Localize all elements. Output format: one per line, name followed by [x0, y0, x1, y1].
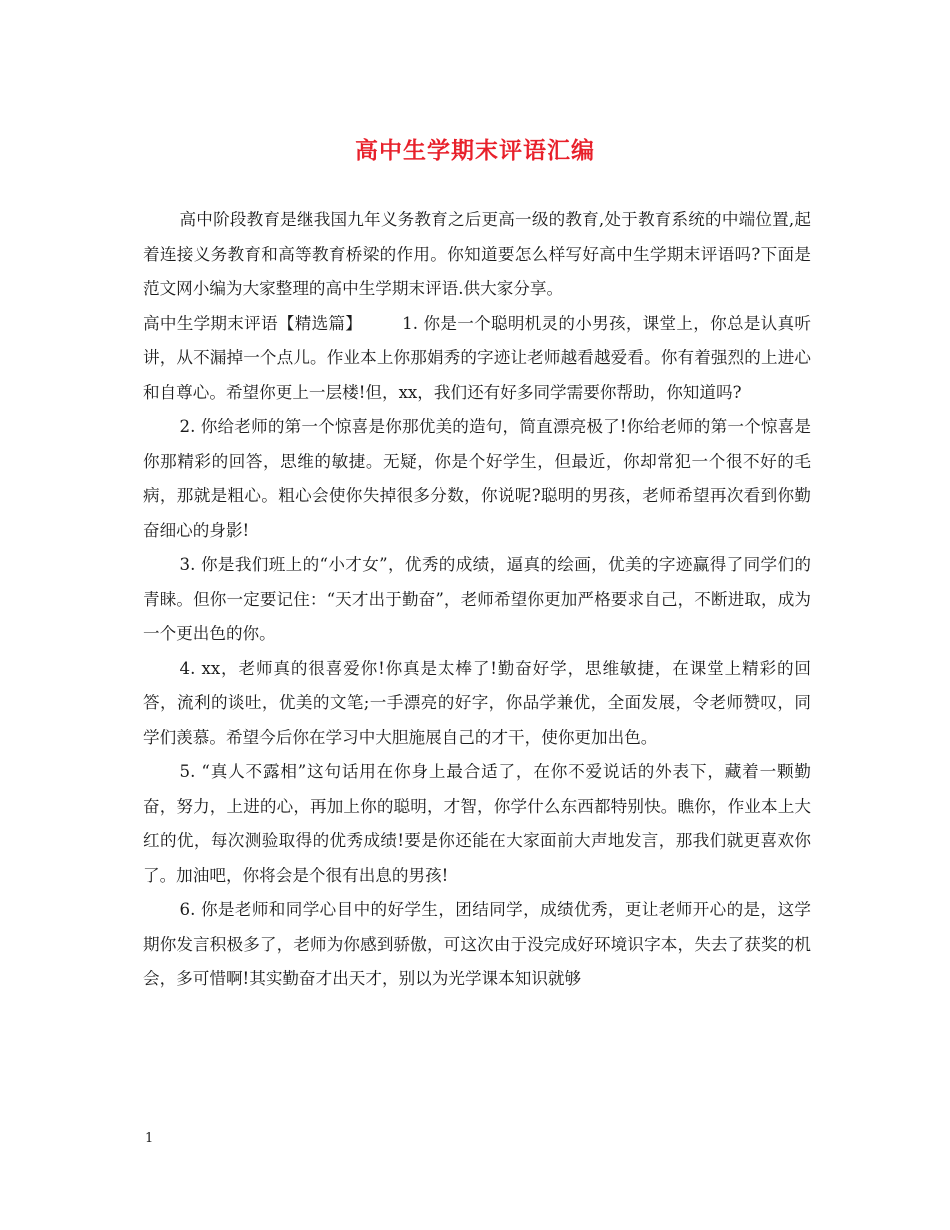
document-body: [143, 203, 811, 997]
comment-item-3: 3. 你是我们班上的“小才女”，优秀的成绩，逼真的绘画，优美的字迹赢得了同学们的青睐。但你一定要记住：“天才出于勤奋”，老师希望你更加严格要求自己，不断进取，成为一个更出色的你。: [143, 555, 811, 643]
comment-item-4: 4. xx，老师真的很喜爱你!你真是太棒了!勤奋好学，思维敏捷，在课堂上精彩的回答，流利的谈吐，优美的文笔;一手漂亮的好字，你品学兼优，全面发展，令老师赞叹，同学们羡慕。希望今后你在学习中大胆施展自己的才干，使你更加出色。: [143, 658, 811, 747]
section-heading: 高中生学期末评语【精选篇】: [143, 313, 363, 333]
document-title: 高中生学期末评语汇编: [355, 137, 595, 164]
page-number: 1: [145, 1131, 154, 1146]
comment-item-2: 2. 你给老师的第一个惊喜是你那优美的造句，简直漂亮极了!你给老师的第一个惊喜是你那精彩的回答，思维的敏捷。无疑，你是个好学生，但最近，你却常犯一个很不好的毛病，那就是粗心。粗心会使你失掉很多分数，你说呢?聪明的男孩，老师希望再次看到你勤奋细心的身影!: [143, 417, 811, 540]
comment-item-5: 5. “真人不露相”这句话用在你身上最合适了，在你不爱说话的外表下，藏着一颗勤奋，努力，上进的心，再加上你的聪明，才智，你学什么东西都特别快。瞧你，作业本上大红的优，每次测验取得的优秀成绩!要是你还能在大家面前大声地发言，那我们就更喜欢你了。加油吧，你将会是个很有出息的男孩!: [143, 762, 811, 885]
comment-item-1: 1. 你是一个聪明机灵的小男孩，课堂上，你总是认真听讲，从不漏掉一个点儿。作业本上你那娟秀的字迹让老师越看越爱看。你有着强烈的上进心和自尊心。希望你更上一层楼!但，xx，我们还有好多同学需要你帮助，你知道吗?: [143, 313, 811, 402]
comment-item-6: 6. 你是老师和同学心目中的好学生，团结同学，成绩优秀，更让老师开心的是，这学期你发言积极多了，老师为你感到骄傲，可这次由于没完成好环境识字本，失去了获奖的机会，多可惜啊!其实勤奋才出天才，别以为光学课本知识就够: [143, 900, 811, 988]
intro-paragraph: 高中阶段教育是继我国九年义务教育之后更高一级的教育,处于教育系统的中端位置,起着连接义务教育和高等教育桥梁的作用。你知道要怎么样写好高中生学期末评语吗?下面是范文网小编为大家整理的高中生学期末评语.供大家分享。: [143, 210, 811, 298]
section-paragraph-1: [143, 307, 811, 411]
